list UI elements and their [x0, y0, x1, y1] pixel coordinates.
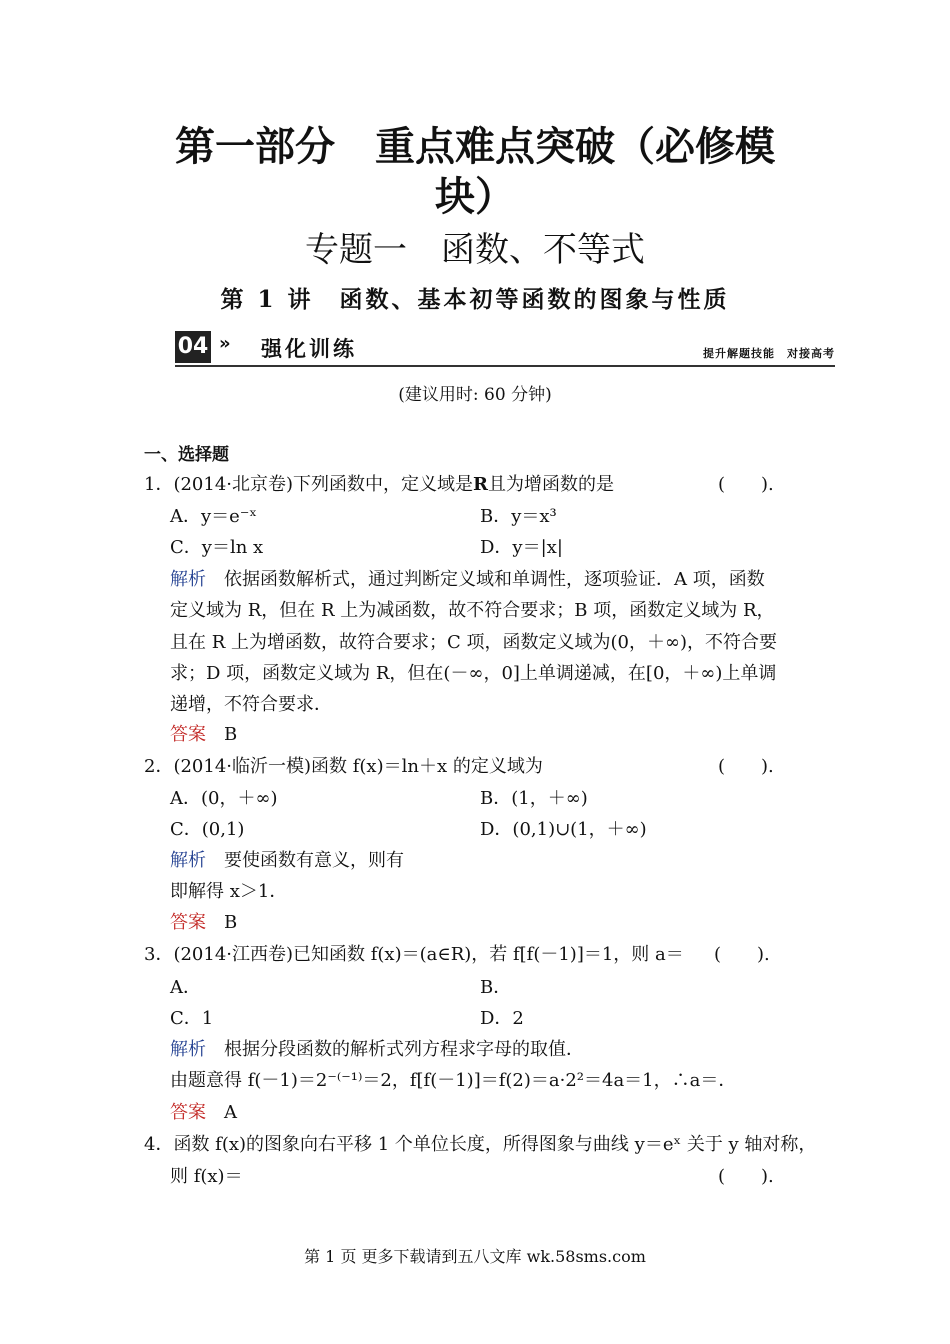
question-3-text: 已知函数 f(x)＝(a∈R)，若 f[f(－1)]＝1，则 a＝: [293, 944, 684, 965]
section-banner: [175, 331, 835, 367]
question-1-paren: ( ).: [718, 474, 774, 495]
question-3-option-c: C．1: [170, 1008, 214, 1029]
question-2-number: 2．: [144, 756, 174, 777]
chevron-icon: »: [219, 333, 231, 354]
question-3-answer: [170, 1098, 237, 1128]
question-4-stem-line1: [144, 1130, 816, 1160]
question-3-paren: ( ).: [714, 944, 770, 965]
banner-number: 04: [175, 331, 211, 363]
question-1-stem: [144, 470, 614, 500]
question-1-R: R: [473, 474, 488, 495]
question-1-option-c: C．y＝ln x: [170, 537, 264, 558]
question-2-analysis-line1: [170, 846, 404, 876]
question-3-source: (2014·江西卷): [173, 944, 294, 965]
question-3-number: 3．: [144, 944, 174, 965]
question-2-option-b: B．(1，＋∞): [480, 788, 588, 809]
question-4-paren: ( ).: [718, 1166, 774, 1187]
suggested-duration: (建议用时: 60 分钟): [398, 385, 552, 405]
answer-value: A: [224, 1102, 237, 1123]
analysis-text: 依据函数解析式，通过判断定义域和单调性，逐项验证．A 项，函数: [224, 569, 765, 590]
question-4-number: 4．: [144, 1134, 174, 1155]
question-1-source: (2014·北京卷): [173, 474, 294, 495]
analysis-label: 解析: [170, 1039, 206, 1060]
question-2-option-c: C．(0,1): [170, 819, 245, 840]
question-1-analysis-line2: 定义域为 R，但在 R 上为减函数，故不符合要求；B 项，函数定义域为 R，: [170, 600, 775, 621]
question-1-option-b: B．y＝x³: [480, 506, 557, 527]
answer-label: 答案: [170, 912, 206, 933]
question-1-option-d: D．y＝|x|: [480, 537, 563, 558]
question-1-number: 1．: [144, 474, 174, 495]
question-3-option-a: A．: [170, 977, 201, 998]
part-title-line1: 第一部分 重点难点突破（必修模: [175, 124, 775, 170]
question-1-analysis-line3: 且在 R 上为增函数，故符合要求；C 项，函数定义域为(0，＋∞)，不符合要: [170, 632, 777, 653]
question-4-stem-line2: 则 f(x)＝: [170, 1166, 243, 1187]
question-2-source: (2014·临沂一模): [173, 756, 312, 777]
section-heading: 一、选择题: [144, 445, 229, 465]
question-3-option-d: D．2: [480, 1008, 524, 1029]
part-title-line2: 块）: [435, 174, 515, 220]
page-footer: 第 1 页 更多下载请到五八文库 wk.58sms.com: [304, 1247, 646, 1266]
analysis-label: 解析: [170, 569, 206, 590]
banner-tagline: 提升解题技能 对接高考: [703, 347, 835, 360]
question-1-analysis-line1: [170, 565, 765, 595]
question-4-text: 函数 f(x)的图象向右平移 1 个单位长度，所得图象与曲线 y＝eˣ 关于 y 轴对称，: [173, 1134, 817, 1155]
analysis-text: 要使函数有意义，则有: [224, 850, 404, 871]
banner-title: 强化训练: [261, 337, 357, 361]
answer-label: 答案: [170, 724, 206, 745]
question-2-option-a: A．(0，＋∞): [170, 788, 278, 809]
answer-value: B: [224, 912, 238, 933]
analysis-label: 解析: [170, 850, 206, 871]
question-1-option-a: A．y＝e⁻ˣ: [170, 506, 257, 527]
question-3-option-b: B．: [480, 977, 512, 998]
question-1-stem-a: 下列函数中，定义域是: [293, 474, 474, 495]
answer-label: 答案: [170, 1102, 206, 1123]
question-3-analysis-line1: [170, 1035, 584, 1065]
question-2-text: 函数 f(x)＝ln＋x 的定义域为: [311, 756, 543, 777]
topic-title: 专题一 函数、不等式: [305, 230, 645, 270]
analysis-text: 根据分段函数的解析式列方程求字母的取值．: [224, 1039, 584, 1060]
question-1-stem-b: 且为增函数的是: [488, 474, 614, 495]
banner-divider: [175, 365, 835, 367]
question-2-paren: ( ).: [718, 756, 774, 777]
question-1-analysis-line4: 求；D 项，函数定义域为 R，但在(－∞，0]上单调递减，在[0，＋∞)上单调: [170, 663, 777, 684]
question-2-option-d: D．(0,1)∪(1，＋∞): [480, 819, 647, 840]
question-3-stem: [144, 940, 684, 970]
question-2-answer: [170, 908, 237, 938]
question-3-analysis-line2: 由题意得 f(－1)＝2⁻⁽⁻¹⁾＝2，f[f(－1)]＝f(2)＝a·2²＝4a＝1，∴a＝．: [170, 1070, 737, 1091]
answer-value: B: [224, 724, 238, 745]
lecture-title: 第 1 讲 函数、基本初等函数的图象与性质: [220, 286, 730, 313]
question-1-analysis-line5: 递增，不符合要求．: [170, 694, 332, 715]
question-2-stem: [144, 752, 543, 782]
question-1-answer: [170, 720, 237, 750]
question-2-analysis-line2: 即解得 x＞1．: [170, 881, 288, 902]
